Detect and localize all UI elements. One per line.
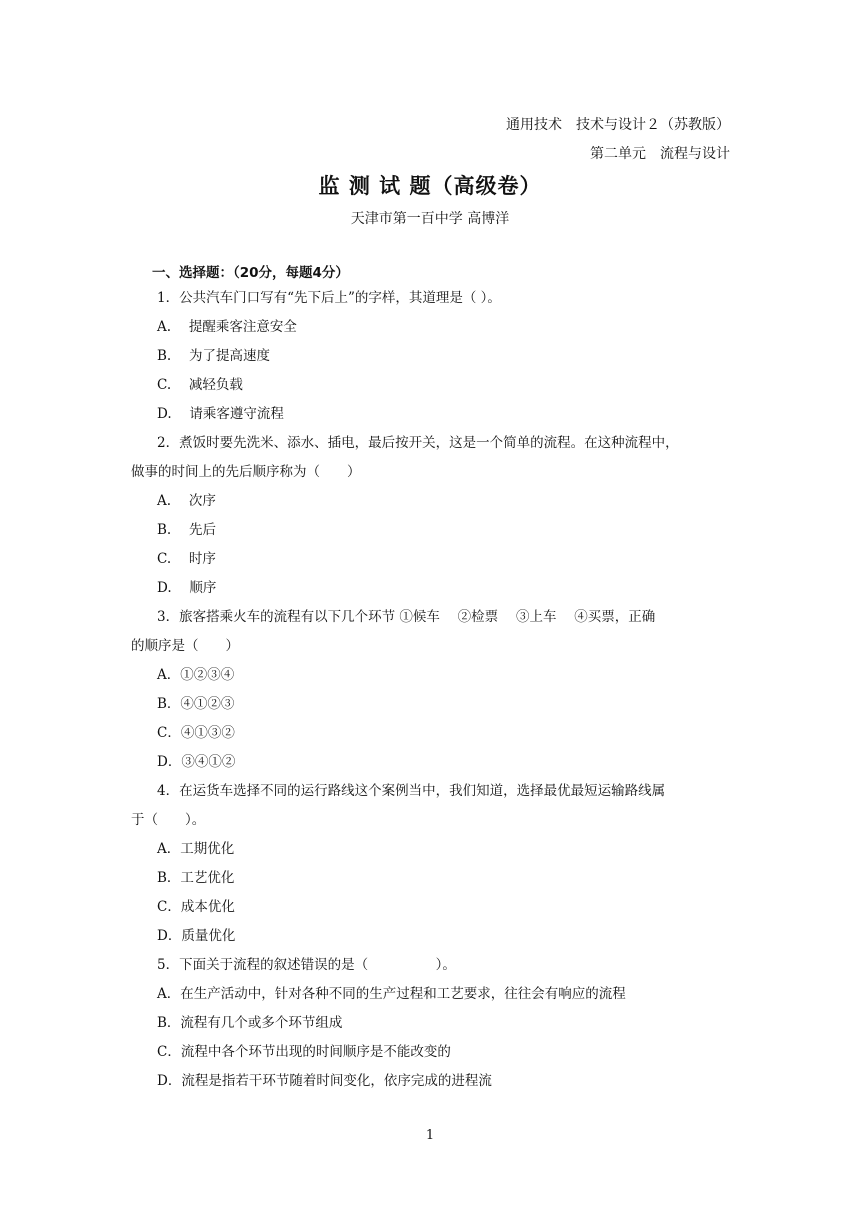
section-heading: 一、选择题：（20分，每题4分） xyxy=(152,265,349,281)
question-4-stem: 4．在运货车选择不同的运行路线这个案例当中，我们知道，选择最优最短运输路线属 xyxy=(157,783,666,799)
page-number: 1 xyxy=(425,1128,435,1143)
header-course: 通用技术 技术与设计２（苏教版） xyxy=(506,117,730,133)
question-1-option-a: A. 提醒乘客注意安全 xyxy=(157,319,297,335)
question-5-option-c: C．流程中各个环节出现的时间顺序是不能改变的 xyxy=(157,1044,451,1060)
question-5-stem: 5．下面关于流程的叙述错误的是（ ）。 xyxy=(157,957,456,973)
question-1-option-d: D. 请乘客遵守流程 xyxy=(157,406,284,422)
author-line: 天津市第一百中学 高博洋 xyxy=(350,211,510,227)
question-1-stem: 1．公共汽车门口写有“先下后上”的字样，其道理是（ ）。 xyxy=(157,290,501,306)
page-title: 监 测 试 题（高级卷） xyxy=(318,174,542,198)
question-4-option-b: B．工艺优化 xyxy=(157,870,235,886)
question-3-option-b: B．④①②③ xyxy=(157,696,235,712)
question-2-option-c: C. 时序 xyxy=(157,551,216,567)
question-4-option-d: D．质量优化 xyxy=(157,928,236,944)
question-5-option-d: D．流程是指若干环节随着时间变化，依序完成的进程流 xyxy=(157,1073,492,1089)
question-1-option-c: C. 减轻负载 xyxy=(157,377,243,393)
header-unit: 第二单元 流程与设计 xyxy=(590,146,730,162)
question-3-stem: 3．旅客搭乘火车的流程有以下几个环节 ①候车 ②检票 ③上车 ④买票，正确 xyxy=(157,609,656,625)
question-4-option-a: A．工期优化 xyxy=(157,841,235,857)
question-4-stem-continued: 于（ ）。 xyxy=(131,812,206,828)
question-3-option-c: C．④①③② xyxy=(157,725,235,741)
question-5-option-a: A．在生产活动中，针对各种不同的生产过程和工艺要求，往往会有响应的流程 xyxy=(157,986,626,1002)
question-3-option-d: D．③④①② xyxy=(157,754,236,770)
question-2-stem-continued: 做事的时间上的先后顺序称为（ ） xyxy=(131,464,361,480)
question-3-stem-continued: 的顺序是（ ） xyxy=(131,638,239,654)
question-4-option-c: C．成本优化 xyxy=(157,899,235,915)
question-1-option-b: B. 为了提高速度 xyxy=(157,348,271,364)
question-5-option-b: B．流程有几个或多个环节组成 xyxy=(157,1015,343,1031)
question-2-option-d: D. 顺序 xyxy=(157,580,217,596)
question-2-stem: 2．煮饭时要先洗米、添水、插电，最后按开关，这是一个简单的流程。在这种流程中， xyxy=(157,435,679,451)
question-3-option-a: A．①②③④ xyxy=(157,667,235,683)
question-2-option-b: B. 先后 xyxy=(157,522,217,538)
question-2-option-a: A. 次序 xyxy=(157,493,216,509)
